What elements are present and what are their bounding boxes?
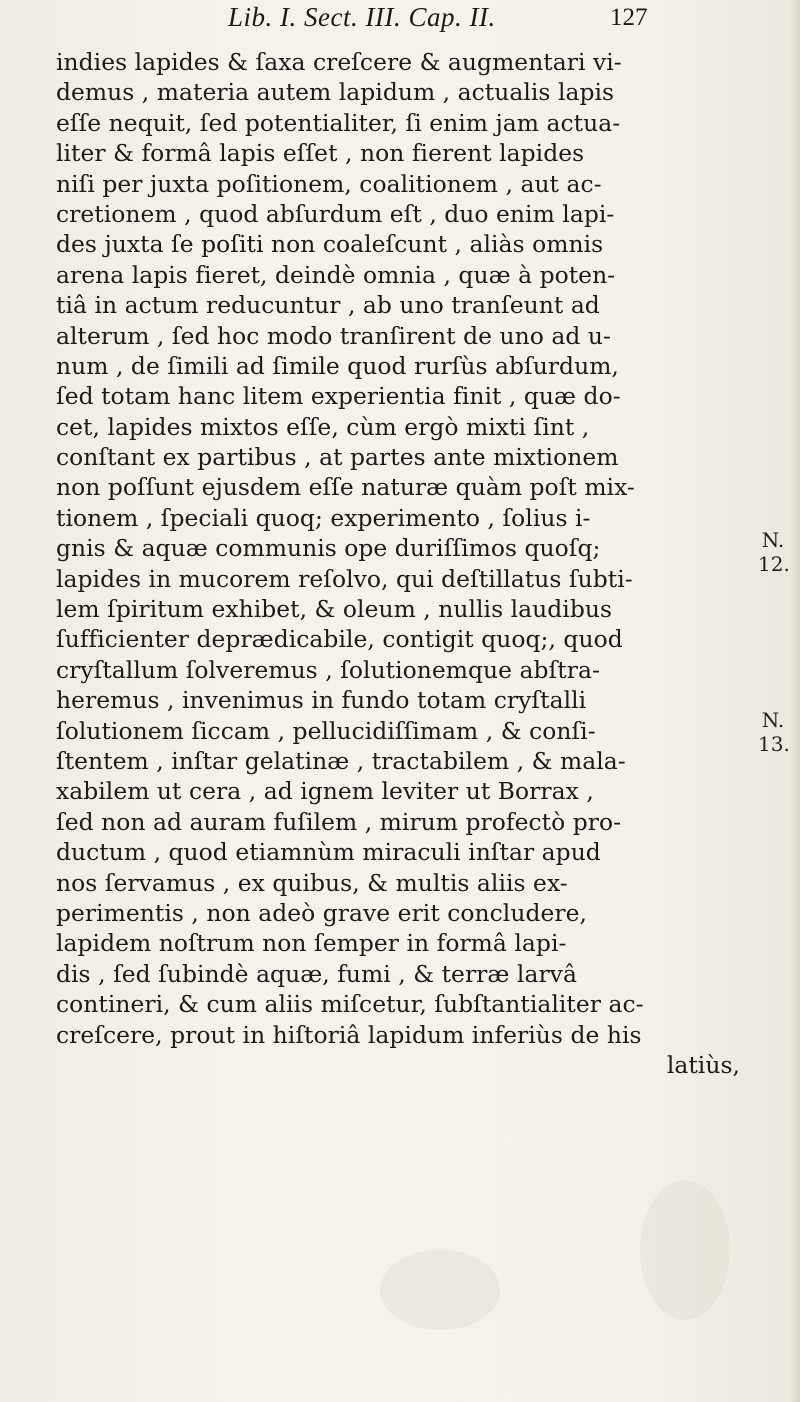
page-number: 127 <box>610 4 648 31</box>
text-line: tionem , ſpeciali quoq; experimento , ſolius i- <box>56 503 591 532</box>
text-line: cet, lapides mixtos eſſe, cùm ergò mixti ſint , <box>56 412 590 441</box>
text-line: alterum , ſed hoc modo tranſirent de uno ad u- <box>56 321 611 350</box>
text-line: demus , materia autem lapidum , actualis lapis <box>56 78 615 107</box>
paper-stain <box>640 1180 730 1320</box>
text-line: ſtentem , inſtar gelatinæ , tractabilem , & mala- <box>56 746 626 775</box>
text-line: ſufficienter deprædicabile, contigit quoq;, quod <box>56 625 623 654</box>
text-line: ductum , quod etiamnùm miraculi inſtar apud <box>56 838 601 867</box>
text-line: gnis & aquæ communis ope duriſſimos quoſq; <box>56 534 601 563</box>
text-line: niſi per juxta poſitionem, coalitionem , aut ac- <box>56 169 602 198</box>
text-line: ſolutionem ſiccam , pellucidiſſimam , & conſi- <box>56 716 596 745</box>
text-line: contineri, & cum aliis miſcetur, ſubſtantialiter ac- <box>56 990 644 1019</box>
text-line: lapides in mucorem reſolvo, qui deſtillatus ſubti- <box>56 564 633 593</box>
text-line: arena lapis fieret, deindè omnia , quæ à poten- <box>56 260 616 289</box>
margin-note-number: 12. <box>758 552 790 576</box>
body-text <box>56 47 746 1080</box>
text-line: perimentis , non adeò grave erit concludere, <box>56 898 587 927</box>
text-line: num , de ſimili ad ſimile quod rurſùs abſurdum, <box>56 351 619 380</box>
text-line: lapidem noſtrum non ſemper in formâ lapi- <box>56 929 567 958</box>
text-line: des juxta ſe poſiti non coaleſcunt , aliàs omnis <box>56 230 604 259</box>
page-edge-shadow <box>790 0 800 1402</box>
text-line: creſcere, prout in hiſtoriâ lapidum inferiùs de his <box>56 1020 642 1049</box>
margin-note-label: N. <box>761 708 785 732</box>
margin-note <box>758 708 788 756</box>
paper-stain <box>380 1250 500 1330</box>
running-head <box>228 2 668 38</box>
text-line: ſed totam hanc litem experientia finit , quæ do- <box>56 382 621 411</box>
margin-note-number: 13. <box>758 732 790 756</box>
text-line: conſtant ex partibus , at partes ante mixtionem <box>56 443 619 472</box>
text-line: dis , ſed ſubindè aquæ, fumi , & terræ larvâ <box>56 959 577 988</box>
running-title: Lib. I. Sect. III. Cap. II. <box>228 2 496 32</box>
text-line: lem ſpiritum exhibet, & oleum , nullis laudibus <box>56 595 613 624</box>
text-line: nos ſervamus , ex quibus, & multis aliis ex- <box>56 868 568 897</box>
text-line: cryſtallum ſolveremus , ſolutionemque abſtra- <box>56 655 600 684</box>
catchword: latiùs, <box>666 1050 740 1079</box>
text-line: xabilem ut cera , ad ignem leviter ut Borrax , <box>56 777 594 806</box>
text-line: eſſe nequit, ſed potentialiter, ſi enim jam actua- <box>56 108 621 137</box>
margin-note <box>758 528 788 576</box>
margin-note-label: N. <box>761 528 785 552</box>
text-line: liter & formâ lapis eſſet , non fierent lapides <box>56 139 585 168</box>
text-line: indies lapides & ſaxa creſcere & augmentari vi- <box>56 48 622 76</box>
text-line: tiâ in actum reducuntur , ab uno tranſeunt ad <box>56 291 600 320</box>
text-line: ſed non ad auram fuſilem , mirum profectò pro- <box>56 807 622 836</box>
text-line: cretionem , quod abſurdum eſt , duo enim lapi- <box>56 199 615 228</box>
text-line: heremus , invenimus in fundo totam cryſtalli <box>56 686 587 715</box>
text-line: non poſſunt ejusdem eſſe naturæ quàm poſt mix- <box>56 473 635 502</box>
